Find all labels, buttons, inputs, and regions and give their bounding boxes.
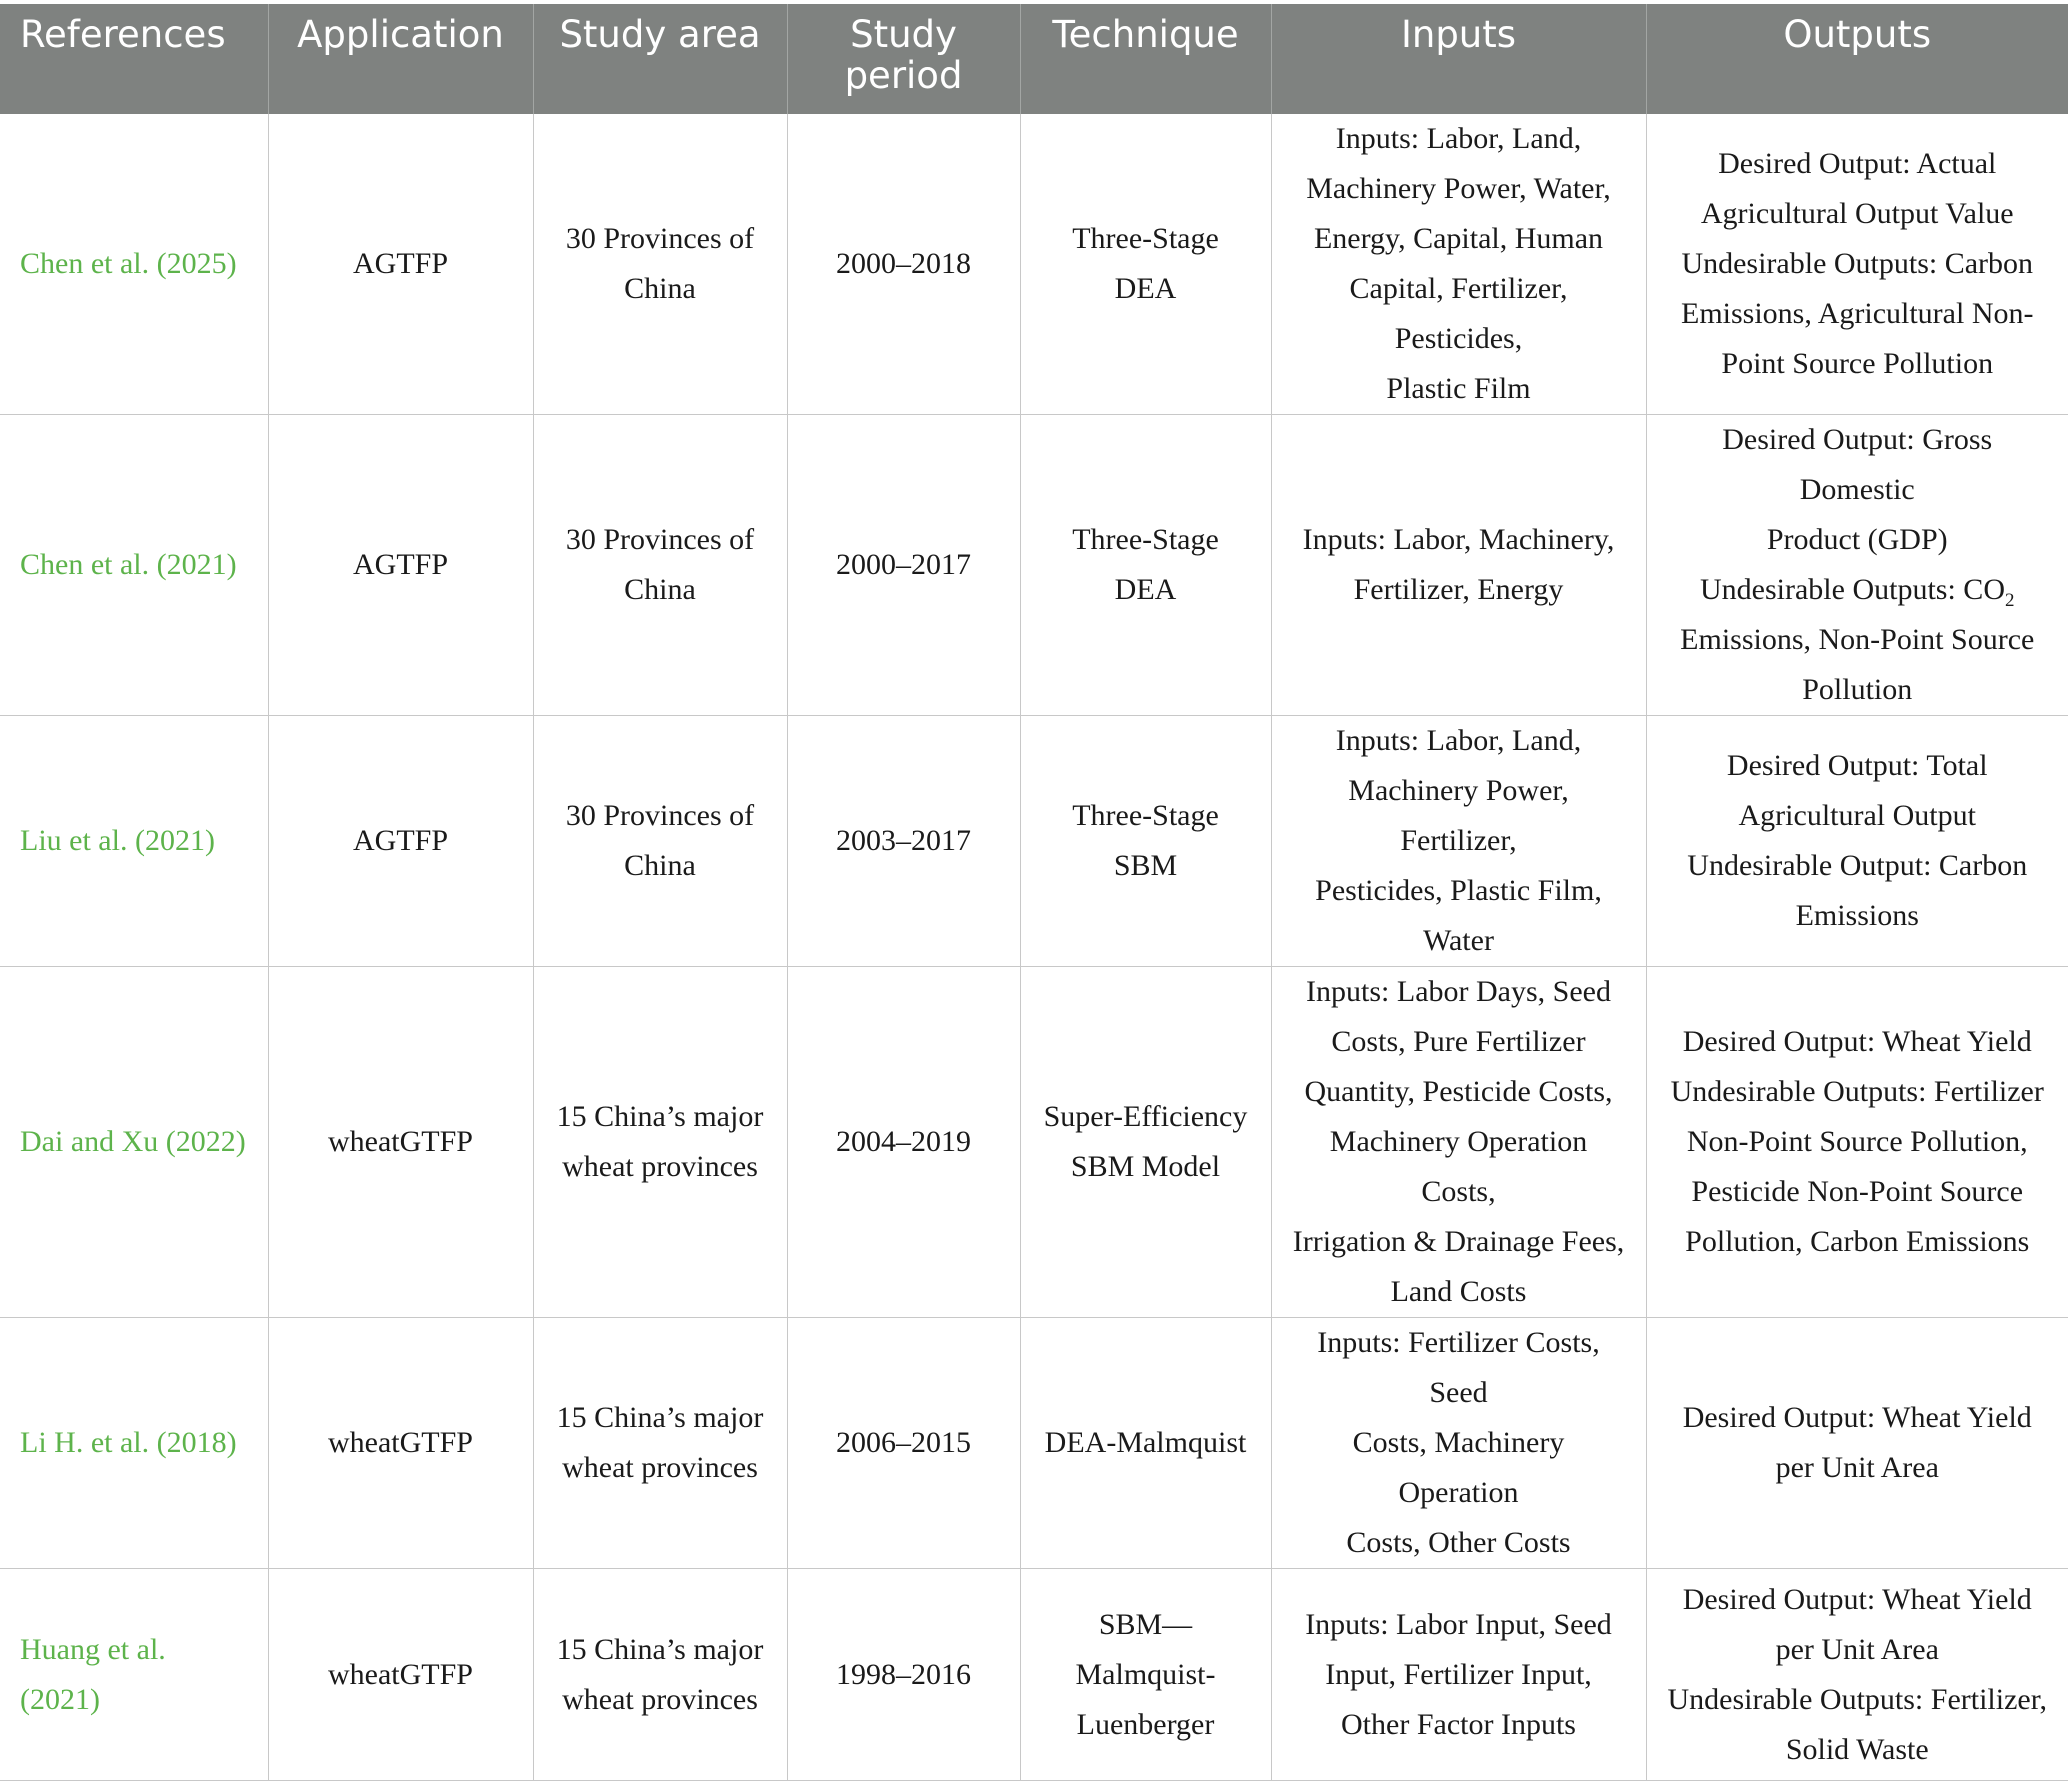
header-study-period-line1: Study [850,13,957,56]
study-period-cell: 2000–2017 [787,415,1020,716]
outputs-line: Pesticide Non-Point Source [1691,1175,2024,1208]
technique-cell [1020,114,1271,415]
technique-line: Super-Efficiency [1043,1100,1248,1133]
study-area-line: China [624,573,696,606]
inputs-line: Pesticides, Plastic Film, [1315,874,1602,907]
inputs-line: Inputs: Fertilizer Costs, Seed [1317,1326,1600,1409]
outputs-line: Agricultural Output [1738,799,1976,832]
study-area-line: wheat provinces [562,1682,758,1716]
inputs-cell [1271,967,1646,1318]
study-area-cell [533,1569,787,1781]
inputs-line: Fertilizer, Energy [1353,573,1564,606]
study-area-cell [533,415,787,716]
inputs-line: Inputs: Labor Days, Seed [1306,975,1611,1008]
inputs-line: Costs, Machinery Operation [1352,1426,1565,1509]
technique-line: Malmquist- [1075,1657,1216,1691]
inputs-line: Irrigation & Drainage Fees, [1292,1225,1625,1258]
table-row [0,1569,2068,1781]
application-cell: AGTFP [268,114,533,415]
outputs-cell [1646,114,2068,415]
study-area-cell [533,1318,787,1569]
study-area-line: 30 Provinces of [565,523,755,556]
study-area-line: 15 China’s major [556,1632,764,1666]
outputs-line: Product (GDP) [1766,523,1948,556]
outputs-line: per Unit Area [1775,1632,1939,1666]
technique-line: SBM Model [1070,1150,1221,1183]
header-study-period-line2: period [844,54,963,97]
study-area-cell [533,114,787,415]
outputs-line: Non-Point Source Pollution, [1686,1125,2028,1158]
outputs-line: Pollution, Carbon Emissions [1685,1225,2030,1258]
outputs-line: Undesirable Outputs: Fertilizer, [1667,1682,2048,1716]
application-cell: wheatGTFP [268,1569,533,1781]
study-period-cell: 2006–2015 [787,1318,1020,1569]
header-row [0,4,2068,114]
outputs-line: Point Source Pollution [1721,347,1994,380]
inputs-line: Inputs: Labor, Land, [1335,122,1582,155]
inputs-cell [1271,1569,1646,1781]
inputs-line: Inputs: Labor Input, Seed [1305,1607,1612,1641]
study-area-line: 30 Provinces of [565,799,755,832]
study-period-cell: 2003–2017 [787,716,1020,967]
reference-link[interactable]: Chen et al. (2021) [0,415,268,716]
application-cell: wheatGTFP [268,1318,533,1569]
outputs-line: Agricultural Output Value [1700,197,2014,230]
study-area-cell [533,967,787,1318]
study-area-line: wheat provinces [562,1150,758,1183]
technique-cell [1020,1318,1271,1569]
application-cell: AGTFP [268,415,533,716]
header-technique: Technique [1020,4,1271,114]
outputs-cell [1646,415,2068,716]
outputs-cell [1646,716,2068,967]
inputs-line: Plastic Film [1386,372,1531,405]
technique-cell [1020,967,1271,1318]
technique-cell [1020,415,1271,716]
technique-line: Three-Stage SBM [1072,799,1219,882]
outputs-line: Desired Output: Wheat Yield [1682,1025,2032,1058]
inputs-line: Machinery Operation Costs, [1329,1125,1588,1208]
reference-link[interactable]: Li H. et al. (2018) [0,1318,268,1569]
outputs-line: Emissions, Agricultural Non- [1681,297,2034,330]
outputs-line: Desired Output: Actual [1718,147,1997,180]
inputs-cell [1271,114,1646,415]
inputs-line: Other Factor Inputs [1341,1707,1576,1741]
header-outputs: Outputs [1646,4,2068,114]
study-area-line: wheat provinces [562,1451,758,1484]
header-study-area: Study area [533,4,787,114]
technique-line: DEA-Malmquist [1044,1426,1247,1459]
inputs-line: Energy, Capital, Human [1313,222,1604,255]
outputs-line: Solid Waste [1785,1732,1929,1766]
outputs-line: per Unit Area [1775,1451,1939,1484]
study-period-cell: 2000–2018 [787,114,1020,415]
table-row [0,716,2068,967]
outputs-line: Desired Output: Wheat Yield [1682,1401,2032,1434]
inputs-cell [1271,716,1646,967]
inputs-line: Inputs: Labor, Machinery, [1302,523,1615,556]
header-references: References [0,4,268,114]
reference-link[interactable]: Dai and Xu (2022) [0,967,268,1318]
inputs-line: Inputs: Labor, Land, [1335,724,1582,757]
inputs-line: Costs, Pure Fertilizer [1331,1025,1586,1058]
outputs-line: Desired Output: Total [1726,749,1988,782]
technique-line: Luenberger [1076,1707,1215,1741]
inputs-line: Machinery Power, Fertilizer, [1348,774,1569,857]
study-area-line: 30 Provinces of [565,222,755,255]
technique-cell [1020,716,1271,967]
references-table [0,4,2068,1781]
outputs-cell [1646,967,2068,1318]
inputs-line: Costs, Other Costs [1346,1526,1571,1559]
inputs-cell [1271,415,1646,716]
table-row [0,967,2068,1318]
reference-link[interactable]: Liu et al. (2021) [0,716,268,967]
technique-line: Three-Stage DEA [1072,523,1219,606]
technique-cell [1020,1569,1271,1781]
outputs-line-co2 [1665,565,2051,615]
study-period-cell: 1998–2016 [787,1569,1020,1781]
technique-line: Three-Stage DEA [1072,222,1219,305]
study-area-line: China [624,849,696,882]
reference-link[interactable]: Huang et al. (2021) [0,1569,268,1781]
outputs-line: Emissions [1795,899,1919,932]
header-inputs: Inputs [1271,4,1646,114]
header-application: Application [268,4,533,114]
study-area-cell [533,716,787,967]
inputs-cell [1271,1318,1646,1569]
application-cell: wheatGTFP [268,967,533,1318]
outputs-line: Emissions, Non-Point Source [1680,623,2035,656]
outputs-line: Undesirable Outputs: Fertilizer [1670,1075,2044,1108]
inputs-line: Quantity, Pesticide Costs, [1304,1075,1613,1108]
outputs-line: Desired Output: Gross Domestic [1722,423,1993,506]
table-row [0,114,2068,415]
co2-subscript: 2 [2004,590,2015,611]
outputs-line: Undesirable Outputs: Carbon [1681,247,2034,280]
inputs-line: Capital, Fertilizer, Pesticides, [1349,272,1568,355]
inputs-line: Water [1423,924,1494,957]
inputs-line: Land Costs [1390,1275,1527,1308]
reference-link[interactable]: Chen et al. (2025) [0,114,268,415]
outputs-line: Desired Output: Wheat Yield [1682,1582,2032,1616]
study-area-line: 15 China’s major [556,1401,764,1434]
table-row [0,1318,2068,1569]
outputs-cell [1646,1318,2068,1569]
inputs-line: Input, Fertilizer Input, [1325,1657,1592,1691]
header-study-period [787,4,1020,114]
application-cell: AGTFP [268,716,533,967]
co2-text: Undesirable Outputs: CO [1700,573,2005,606]
study-area-line: 15 China’s major [556,1100,764,1133]
study-area-line: China [624,272,696,305]
study-period-cell: 2004–2019 [787,967,1020,1318]
outputs-line: Undesirable Output: Carbon [1687,849,2028,882]
table-row [0,415,2068,716]
inputs-line: Machinery Power, Water, [1306,172,1611,205]
outputs-line: Pollution [1802,673,1913,706]
technique-line: SBM— [1098,1607,1193,1641]
outputs-cell [1646,1569,2068,1781]
